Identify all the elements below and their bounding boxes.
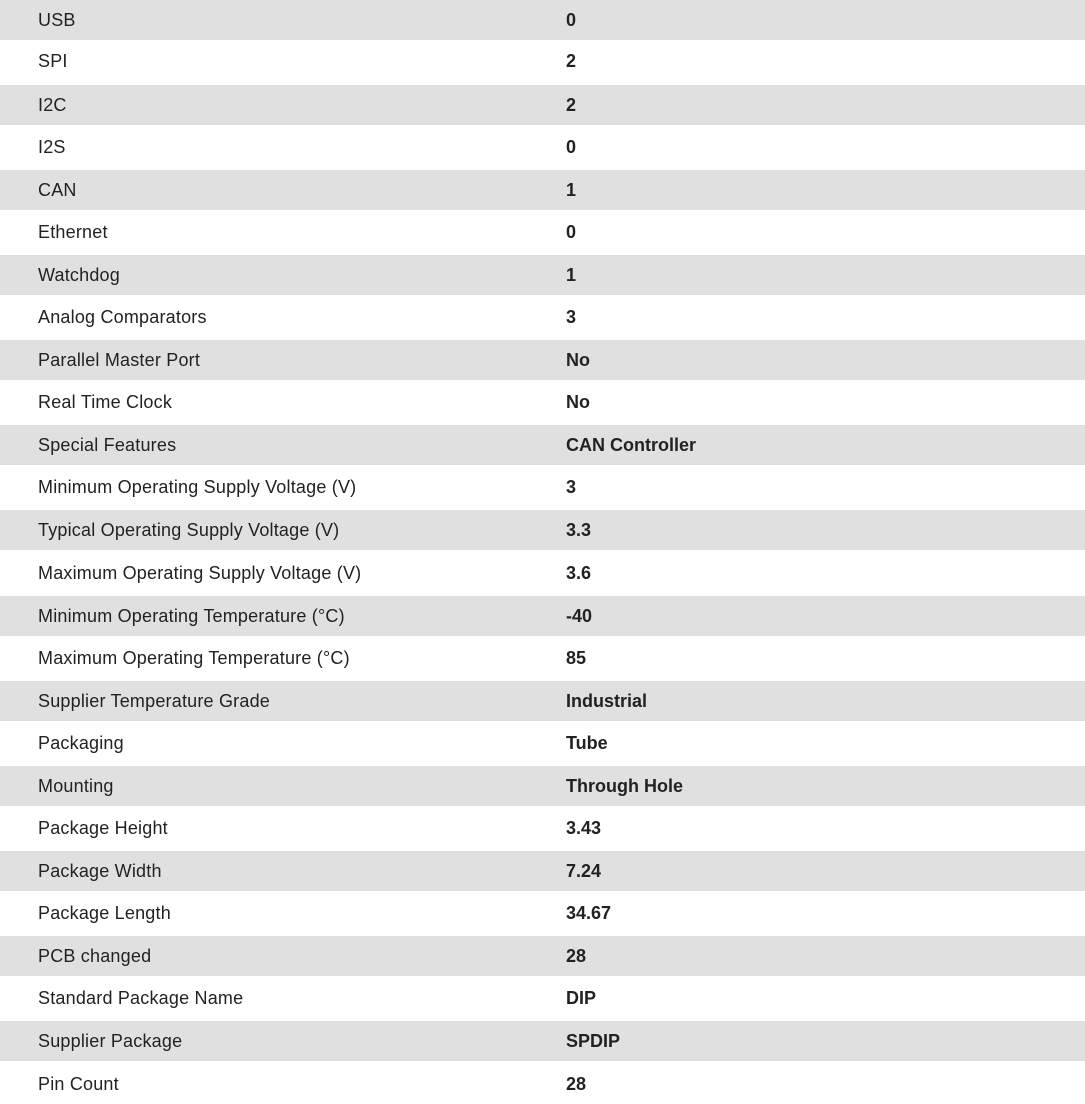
spec-row-watchdog [0,255,1085,295]
spec-value: 85 [566,647,587,668]
spec-row-parallel-master-port [0,340,1085,380]
spec-value: 1 [566,264,577,285]
spec-label: PCB changed [38,945,152,966]
spec-row-supplier-package [0,1021,1085,1061]
spec-label: Parallel Master Port [38,349,201,370]
spec-row-i2s [0,127,1085,167]
spec-label: Ethernet [38,221,108,242]
spec-label: Package Length [38,902,171,923]
spec-value: -40 [566,605,593,626]
spec-label: Minimum Operating Supply Voltage (V) [38,476,357,497]
spec-label: I2C [38,94,67,115]
spec-value: Through Hole [566,775,683,796]
spec-row-max-temperature [0,638,1085,678]
spec-value: CAN Controller [566,434,696,455]
spec-value: 7.24 [566,860,602,881]
spec-label: Supplier Temperature Grade [38,690,270,711]
spec-label: SPI [38,50,68,71]
spec-label: Maximum Operating Temperature (°C) [38,647,350,668]
spec-row-ethernet [0,212,1085,252]
spec-row-package-width [0,851,1085,891]
spec-label: Package Height [38,817,168,838]
spec-value: 28 [566,1073,587,1094]
spec-value: 34.67 [566,902,612,923]
spec-row-pcb-changed [0,936,1085,976]
spec-row-spi [0,41,1085,81]
spec-row-max-supply-voltage [0,553,1085,593]
spec-row-special-features [0,425,1085,465]
spec-label: Analog Comparators [38,306,207,327]
spec-value: Industrial [566,690,648,711]
spec-row-standard-package-name [0,978,1085,1018]
spec-label: Mounting [38,775,114,796]
spec-label: Packaging [38,732,124,753]
spec-label: Supplier Package [38,1030,183,1051]
spec-value: SPDIP [566,1030,621,1051]
spec-label: Maximum Operating Supply Voltage (V) [38,562,362,583]
spec-row-packaging [0,723,1085,763]
spec-label: Real Time Clock [38,391,173,412]
spec-label: USB [38,9,76,30]
spec-row-min-supply-voltage [0,467,1085,507]
spec-row-can [0,170,1085,210]
spec-row-mounting [0,766,1085,806]
spec-label: Standard Package Name [38,987,244,1008]
spec-row-pin-count [0,1064,1085,1104]
spec-value: No [566,391,590,412]
spec-row-i2c [0,85,1085,125]
spec-value: 3.3 [566,519,592,540]
spec-row-min-temperature [0,596,1085,636]
spec-value: 1 [566,179,577,200]
spec-value: 0 [566,221,577,242]
spec-value: 2 [566,94,577,115]
spec-value: 2 [566,50,577,71]
spec-value: DIP [566,987,597,1008]
spec-label: Special Features [38,434,177,455]
spec-row-temperature-grade [0,681,1085,721]
spec-value: 0 [566,136,577,157]
spec-value: 28 [566,945,587,966]
spec-row-package-height [0,808,1085,848]
spec-row-real-time-clock [0,382,1085,422]
spec-value: No [566,349,590,370]
spec-value: 3 [566,306,577,327]
spec-row-analog-comparators [0,297,1085,337]
spec-label: Package Width [38,860,162,881]
spec-label: Minimum Operating Temperature (°C) [38,605,345,626]
spec-value: 3.43 [566,817,602,838]
spec-row-usb [0,0,1085,40]
spec-label: I2S [38,136,66,157]
spec-value: 3.6 [566,562,592,583]
spec-label: CAN [38,179,77,200]
spec-label: Typical Operating Supply Voltage (V) [38,519,340,540]
spec-label: Pin Count [38,1073,119,1094]
spec-value: 3 [566,476,577,497]
spec-row-package-length [0,893,1085,933]
spec-label: Watchdog [38,264,120,285]
spec-value: 0 [566,9,577,30]
spec-value: Tube [566,732,608,753]
spec-row-typ-supply-voltage [0,510,1085,550]
